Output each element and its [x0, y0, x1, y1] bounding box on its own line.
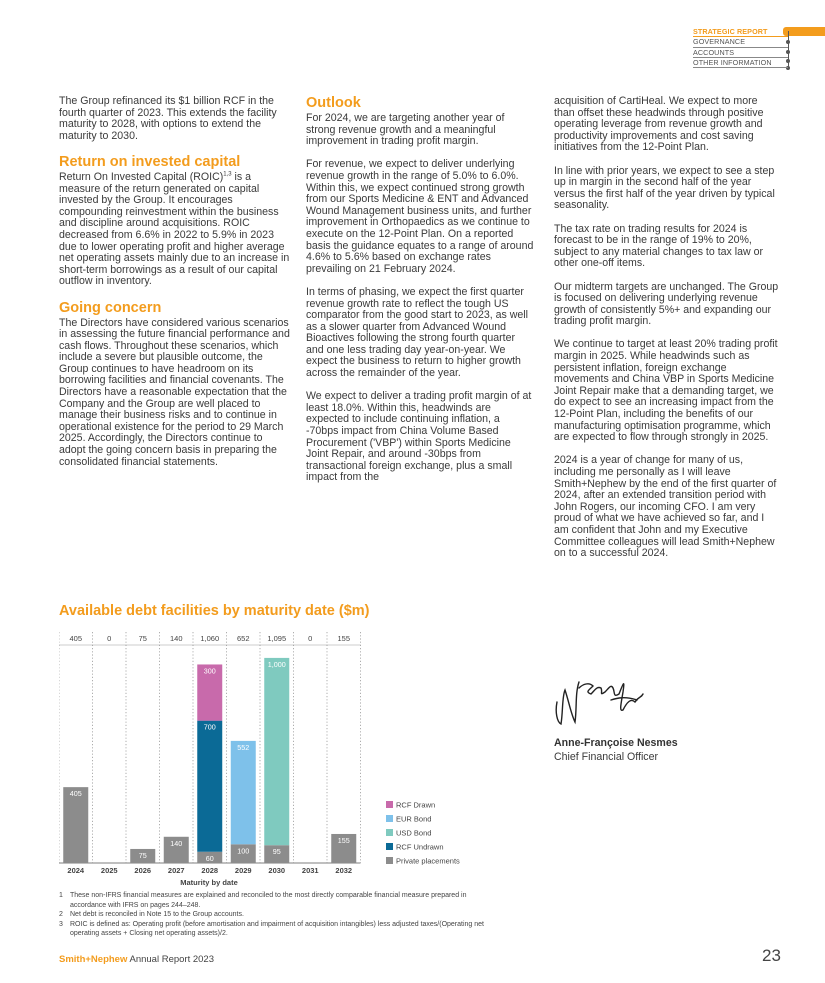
total-label-2031: 0 — [308, 634, 313, 643]
signer-title: Chief Financial Officer — [554, 751, 659, 763]
data-label-rcf-drawn-2028: 300 — [203, 666, 216, 676]
roic-text-a: Return On Invested Capital (ROIC) — [59, 170, 224, 183]
signer-name: Anne-Françoise Nesmes — [554, 737, 678, 749]
total-label-2024: 405 — [69, 634, 83, 643]
data-label-private-placements-2026: 75 — [138, 850, 147, 860]
legend-label-usd-bond: USD Bond — [396, 828, 432, 838]
x-axis-label: Maturity by date — [180, 878, 238, 887]
bar-eur-bond-2029 — [231, 741, 256, 844]
nav-active-marker — [783, 27, 825, 36]
total-label-2027: 140 — [169, 634, 183, 643]
outlook-paragraph-9: We continue to target at least 20% trading profit margin in 2025. While headwinds such as persistent inflation, foreign exchange movements and China VBP in Sports Medicine Joint Repair make that a demanding target, we do expect to see an increasing impact from the 12-Point Plan, including the benefits of our manufacturing optimisation programme, which are expected to flow through strongly in 2025. — [554, 338, 778, 444]
data-label-usd-bond-2030: 1,000 — [267, 659, 286, 669]
footnote — [59, 891, 489, 910]
legend-swatch-rcf-drawn — [386, 801, 393, 808]
footer-brand — [59, 954, 214, 965]
legend-swatch-usd-bond — [386, 829, 393, 836]
report-name: Annual Report 2023 — [127, 954, 214, 965]
footnote-number: 2 — [59, 911, 63, 919]
data-label-private-placements-2032: 155 — [337, 835, 350, 845]
roic-paragraph — [59, 172, 291, 288]
legend-label-rcf-undrawn: RCF Undrawn — [396, 842, 444, 852]
roic-heading: Return on invested capital — [59, 153, 241, 170]
data-label-private-placements-2024: 405 — [69, 789, 82, 799]
footnote-text: Net debt is reconciled in Note 15 to the Group accounts. — [70, 911, 244, 919]
category-label-2028: 2028 — [201, 866, 219, 875]
category-label-2030: 2030 — [268, 866, 286, 875]
outlook-paragraph-2: For revenue, we expect to deliver underlying revenue growth in the range of 5.0% to 6.0%. Within this, we expect continued strong growth from our Sports Medicine & ENT and Advanced Wound Management business units, and further improvement in Orthopaedics as we continue to execute on the 12-Point Plan. On a reported basis the guidance equates to a range of around 4.6% to 5.6% based on exchange rates prevailing on 21 February 2024. — [306, 158, 534, 275]
data-label-eur-bond-2029: 552 — [237, 742, 250, 752]
category-label-2032: 2032 — [335, 866, 353, 875]
going-concern-heading: Going concern — [59, 299, 162, 316]
footnote-text: ROIC is defined as: Operating profit (before amortisation and impairment of acquisition intangibles) less adjusted taxes/(Operating net operating assets + Closing net operating assets)/2. — [70, 920, 484, 938]
outlook-paragraph-1: For 2024, we are targeting another year of strong revenue growth and a meaningful improvement in trading profit margin. — [306, 112, 505, 148]
section-navigation — [693, 27, 788, 68]
page-number: 23 — [762, 946, 781, 965]
category-label-2029: 2029 — [234, 866, 252, 875]
legend-swatch-eur-bond — [386, 815, 393, 822]
outlook-paragraph-5: acquisition of CartiHeal. We expect to more than offset these headwinds through positive operating leverage from revenue growth and productivity improvements and cost saving initiatives from the 12-Point Plan. — [554, 95, 764, 154]
data-label-private-placements-2029: 100 — [237, 846, 250, 856]
category-label-2024: 2024 — [67, 866, 85, 875]
outlook-paragraph-4: We expect to deliver a trading profit margin of at least 18.0%. Within this, headwinds are expected to include continuing inflation, a -70bps impact from China Volume Based Procurement ('VBP') within Sports Medicine Joint Repair, and around -30bps from transactional foreign exchange, plus a small impact from the — [306, 390, 532, 484]
footnote-number: 3 — [59, 920, 63, 928]
total-label-2030: 1,095 — [267, 634, 287, 643]
footnote-number: 1 — [59, 892, 63, 899]
total-label-2029: 652 — [236, 634, 250, 643]
category-label-2031: 2031 — [301, 866, 319, 875]
legend-swatch-private-placements — [386, 857, 393, 864]
outlook-paragraph-3: In terms of phasing, we expect the first quarter revenue growth rate to reflect the tough US comparator from the good start to 2023, as well as a slower quarter from Advanced Wound Bioactives following the strong fourth quarter and one less trading day year-on-year. We expect the business to return to higher growth across the remainder of the year. — [306, 285, 528, 380]
bar-usd-bond-2030 — [264, 658, 289, 845]
nav-governance[interactable]: GOVERNANCE — [693, 37, 788, 47]
nav-accounts[interactable]: ACCOUNTS — [693, 48, 788, 58]
outlook-heading: Outlook — [306, 95, 361, 111]
footnote-text: These non-IFRS financial measures are explained and reconciled to the most directly comparable financial measure prepared in accordance with IFRS on pages 244–248. — [70, 892, 467, 909]
total-label-2032: 155 — [337, 634, 351, 643]
legend-swatch-rcf-undrawn — [386, 843, 393, 850]
nav-other-information[interactable]: OTHER INFORMATION — [693, 58, 788, 68]
total-label-2025: 0 — [107, 634, 112, 643]
brand-name: Smith+Nephew — [59, 954, 128, 965]
total-label-2028: 1,060 — [200, 634, 220, 643]
column-middle — [306, 95, 534, 496]
bar-rcf-undrawn-2028 — [197, 721, 222, 852]
data-label-rcf-undrawn-2028: 700 — [203, 722, 216, 732]
footnote — [59, 920, 489, 939]
legend-label-rcf-drawn: RCF Drawn — [396, 800, 436, 810]
category-label-2027: 2027 — [167, 866, 185, 875]
total-label-2026: 75 — [138, 634, 147, 643]
footnotes — [59, 891, 489, 939]
bar-private-placements-2024 — [63, 787, 88, 863]
column-right — [554, 96, 780, 571]
column-left — [59, 96, 291, 480]
nav-strategic-report[interactable]: STRATEGIC REPORT — [693, 27, 788, 37]
roic-footnote-ref: 1,3 — [223, 171, 232, 178]
outlook-paragraph-6: In line with prior years, we expect to see a step up in margin in the second half of the year versus the first half of the year driven by typical seasonality. — [554, 164, 775, 212]
roic-text-b: is a measure of the return generated on capital invested by the Group. It encourages compounding reinvestment within the business and discipline around acquisitions. ROIC decreased from 6.6% in 2022 to 5.9% in 2023 due to lower operating profit and higher average net operating assets mainly due to an increase in short-term borrowings as a result of our capital outflow in inventory. — [59, 170, 290, 288]
data-label-private-placements-2028: 60 — [205, 853, 214, 863]
legend-label-eur-bond: EUR Bond — [396, 814, 432, 824]
debt-maturity-chart — [59, 628, 479, 890]
data-label-private-placements-2027: 140 — [170, 838, 183, 848]
outlook-paragraph-8: Our midterm targets are unchanged. The Group is focused on delivering underlying revenue growth of consistently 5%+ and expanding our trading profit margin. — [554, 280, 779, 328]
chart-title: Available debt facilities by maturity date ($m) — [59, 603, 370, 619]
data-label-private-placements-2030: 95 — [272, 847, 281, 857]
signature — [553, 672, 653, 730]
category-label-2025: 2025 — [100, 866, 118, 875]
going-concern-paragraph: The Directors have considered various scenarios in assessing the future financial performance and cash flows. Throughout these scenarios, which include a severe but plausible outcome, the Group continues to have headroom on its borrowing facilities and financial covenants. The Directors have a reasonable expectation that the Company and the Group are well placed to manage their business risks and to continue in operational existence for the period to 29 March 2025. Accordingly, the Directors continue to adopt the going concern basis in preparing the consolidated financial statements. — [59, 316, 290, 468]
footnote — [59, 910, 489, 920]
outlook-paragraph-10: 2024 is a year of change for many of us, including me personally as I will leave Smith+Nephew by the end of the first quarter of 2024, after an extended transition period with John Rogers, our incoming CFO. I am very proud of what we have achieved so far, and I am confident that John and my Executive Committee colleagues will lead Smith+Nephew on to a successful 2024. — [554, 454, 777, 560]
outlook-paragraph-7: The tax rate on trading results for 2024 is forecast to be in the range of 19% to 20%, subject to any material changes to tax law or other one-off items. — [554, 222, 764, 270]
category-label-2026: 2026 — [134, 866, 152, 875]
legend-label-private-placements: Private placements — [396, 856, 460, 866]
refinancing-paragraph: The Group refinanced its $1 billion RCF in the fourth quarter of 2023. This extends the facility maturity to 2028, with options to extend the maturity to 2030. — [59, 95, 277, 142]
